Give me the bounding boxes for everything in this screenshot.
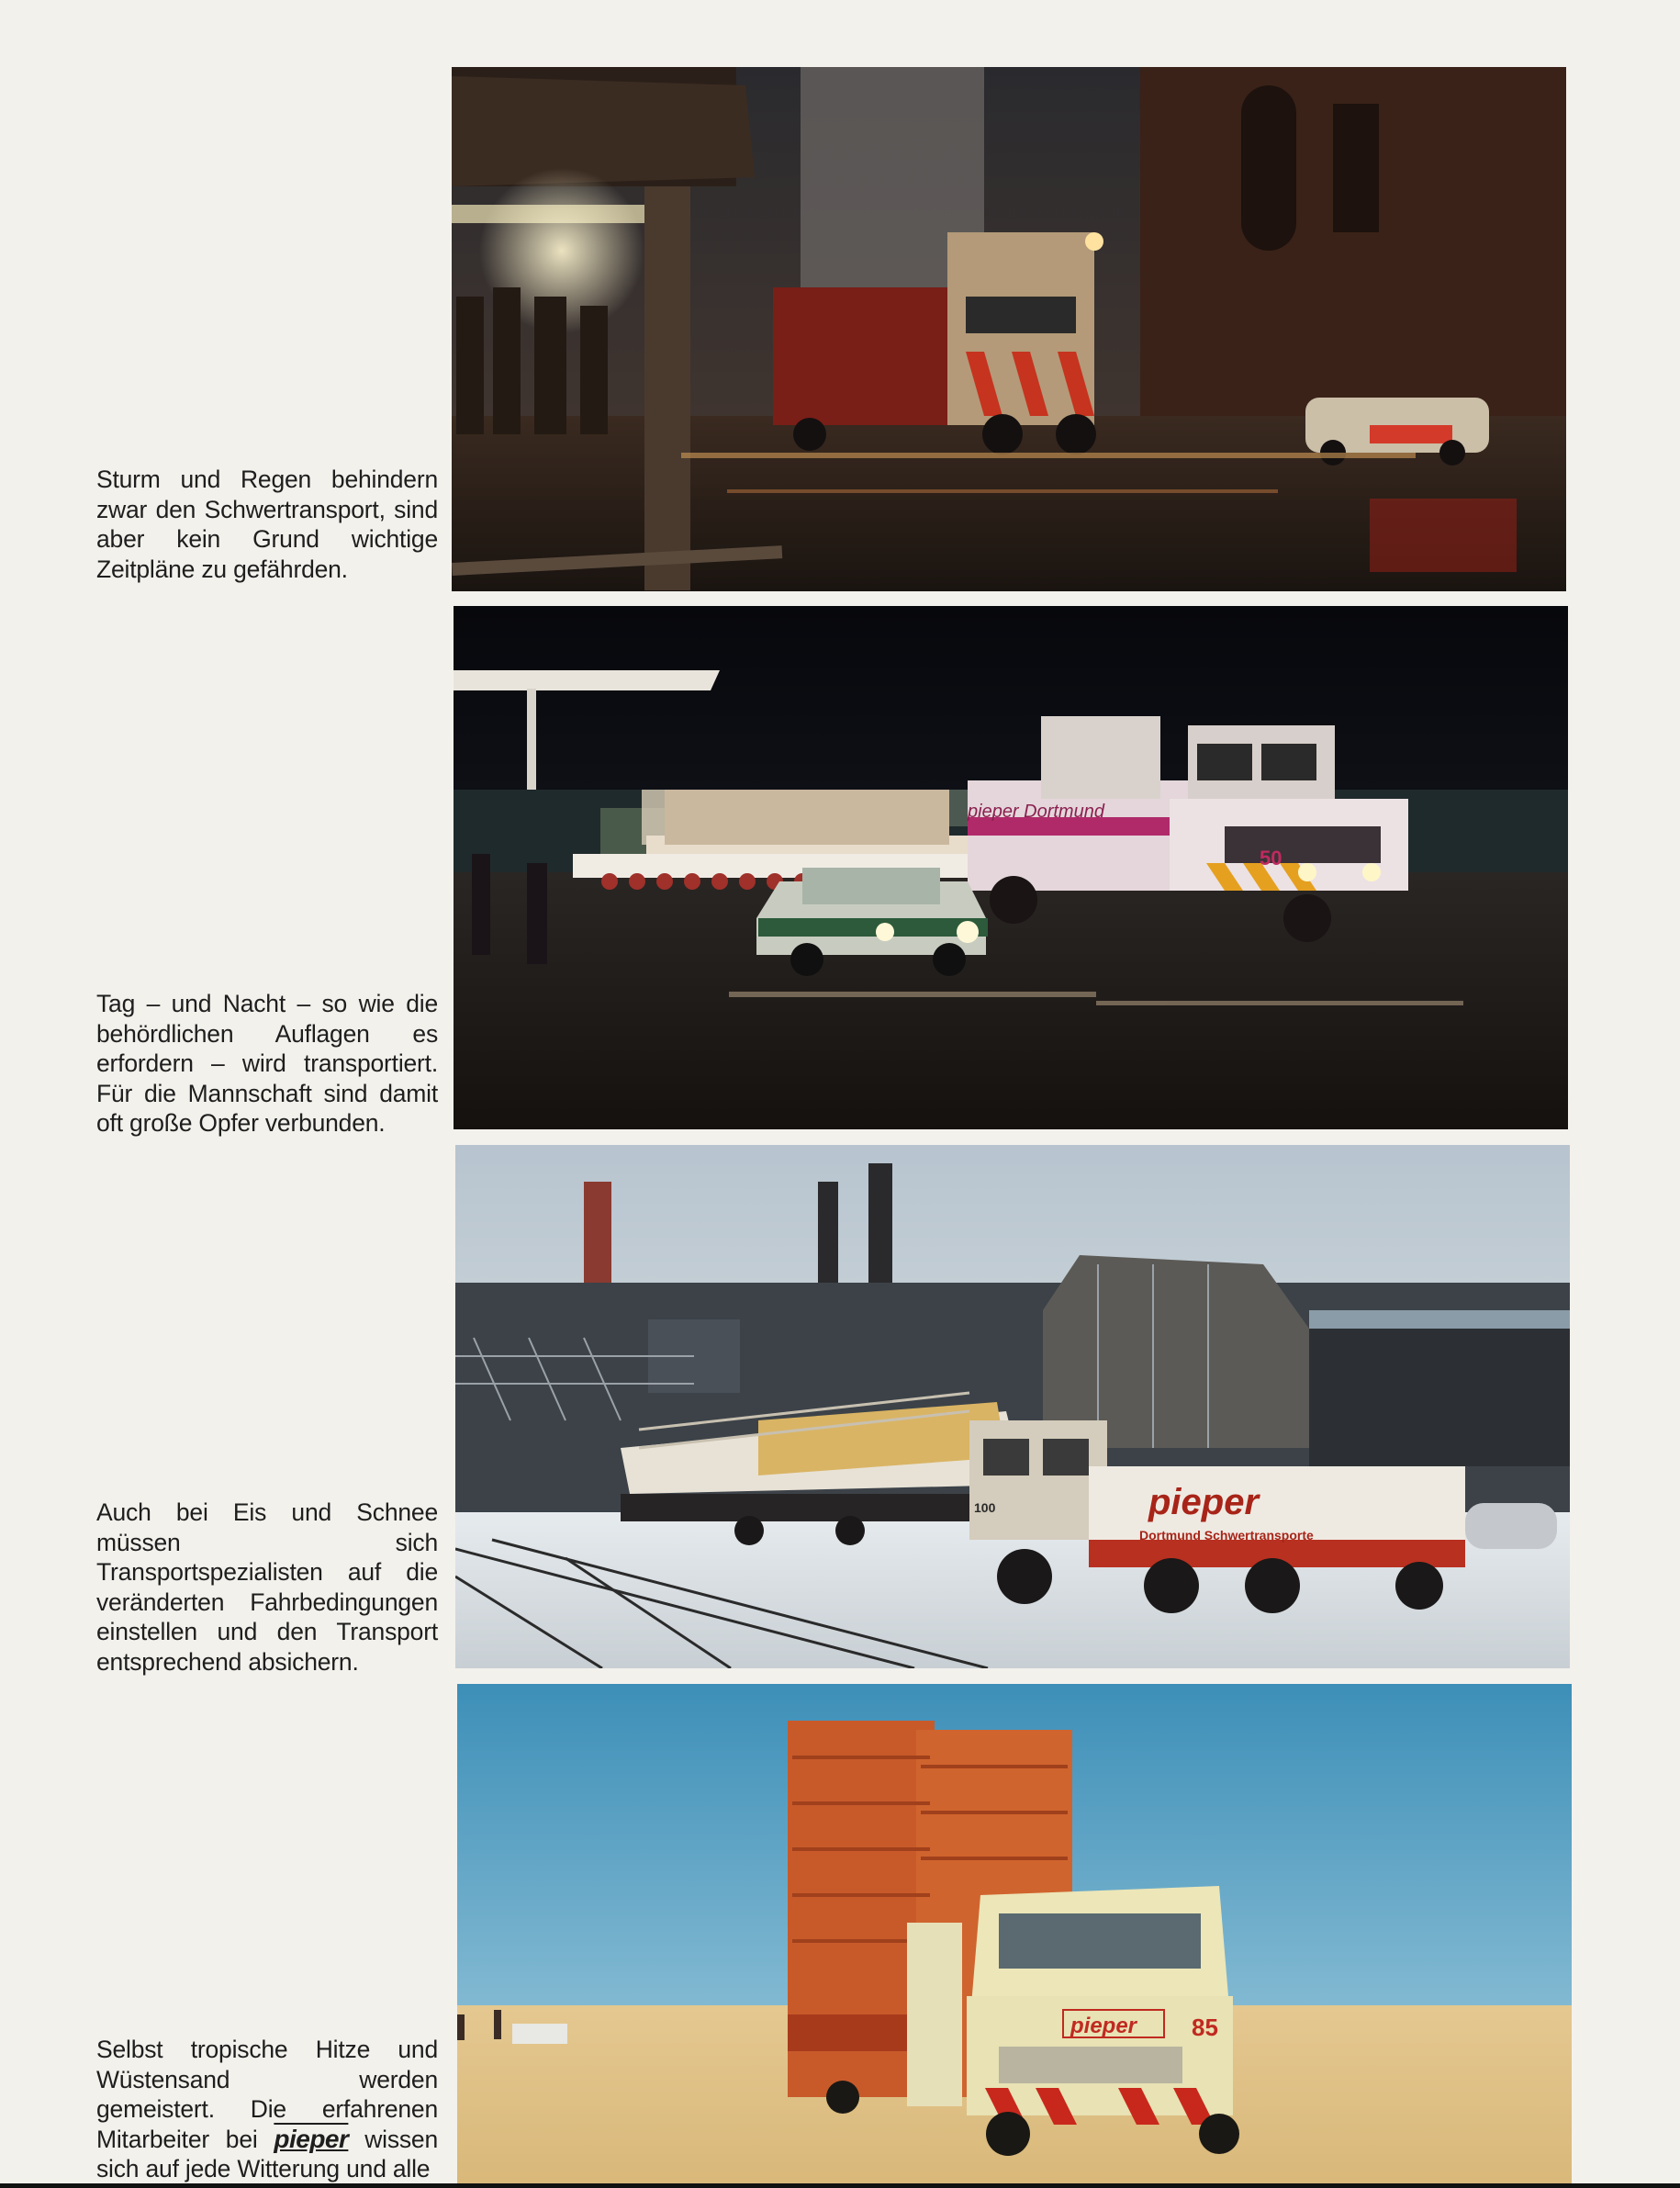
caption-desert-text-2: wissen sich auf jede Witterung und alle: [96, 2125, 438, 2182]
night-truck-lettering: pieper Dortmund: [968, 802, 1104, 822]
photo-snow-industrial-transport: [455, 1145, 1570, 1668]
photo-night-convoy: [454, 606, 1568, 1129]
desert-truck-brand: pieper: [1070, 2014, 1137, 2038]
caption-desert-text-1: Selbst tropische Hitze und Wüstensand werden gemeistert. Die erfahrenen Mitarbeiter bei: [96, 2036, 438, 2153]
night-truck-number: 50: [1260, 847, 1282, 870]
caption-storm-rain: Sturm und Regen behindern zwar den Schwertransport, sind aber kein Grund wichtige Zeitpläne zu gefährden.: [96, 466, 438, 583]
snow-truck-number: 100: [974, 1500, 996, 1515]
photo-desert-truck: [457, 1684, 1572, 2183]
photo-rainy-night-transport: [452, 67, 1566, 591]
snow-truck-subline: Dortmund Schwertransporte: [1139, 1528, 1314, 1543]
snow-truck-brand: pieper: [1148, 1482, 1260, 1522]
bottom-edge-rule: [0, 2183, 1680, 2188]
pieper-logo-inline: pieper: [274, 2124, 349, 2153]
caption-ice-snow: Auch bei Eis und Schnee müssen sich Transportspezialisten auf die veränderten Fahrbedingungen einstellen und den Transport entsprechend absichern.: [96, 1498, 438, 1676]
caption-day-night: Tag – und Nacht – so wie die behördlichen Auflagen es erfordern – wird transportiert. Für die Mannschaft sind damit oft große Opfer verbunden.: [96, 990, 438, 1137]
desert-truck-number: 85: [1192, 2014, 1218, 2041]
caption-tropical-heat: [96, 2035, 438, 2184]
